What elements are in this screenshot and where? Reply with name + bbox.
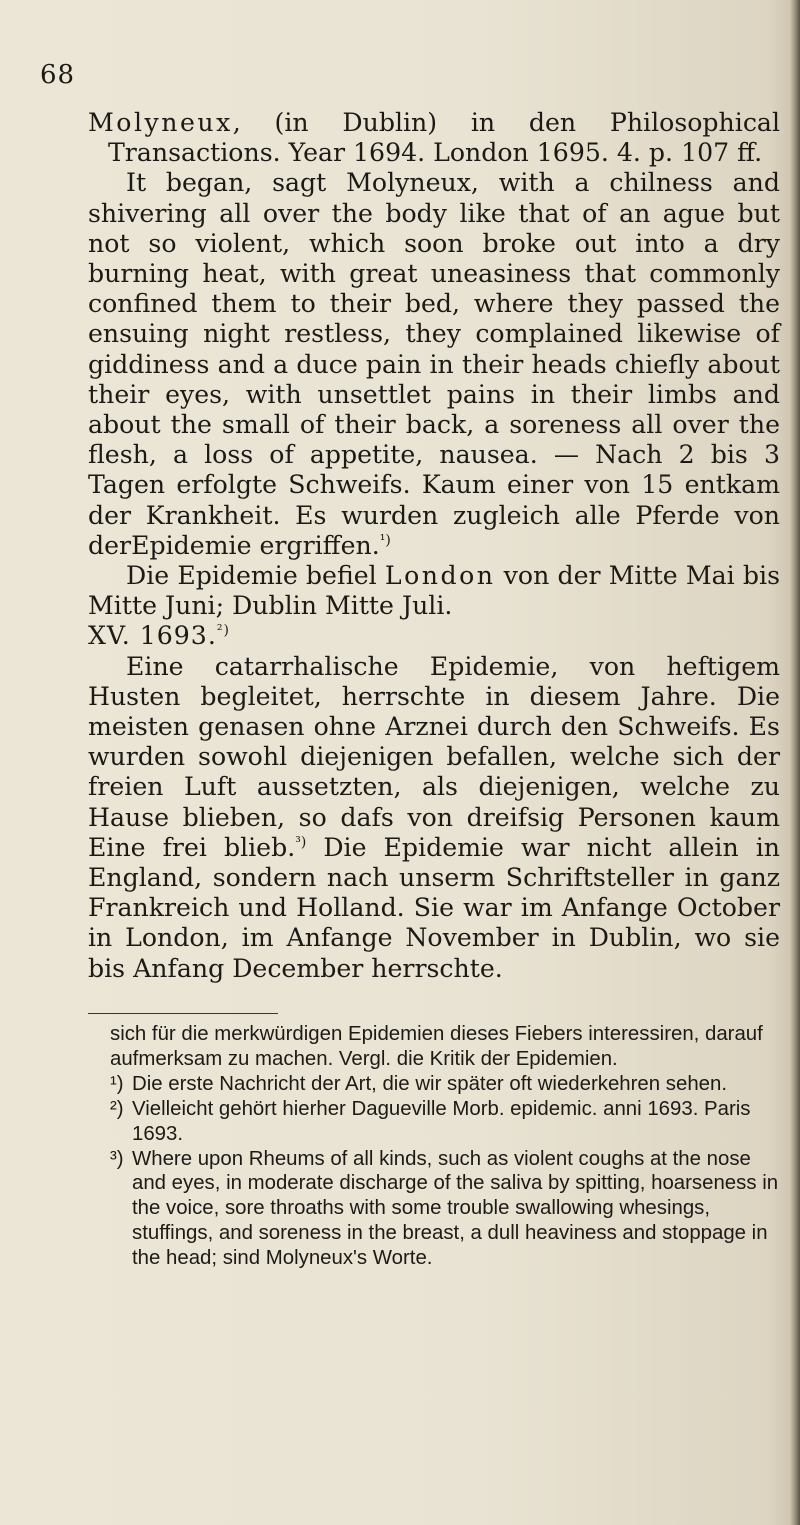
footnote-continuation: sich für die merkwürdigen Epidemien dieses Fiebers interessiren, darauf aufmerksam zu machen. Vergl. die Kritik der Epidemien. (110, 1023, 763, 1070)
footnote-mark: ¹) (110, 1072, 124, 1095)
footnote-2 (110, 1097, 780, 1147)
footnote-mark: ³) (110, 1147, 124, 1170)
page-edge (790, 0, 800, 1525)
catarrhal-text-start: Eine catarrhalische Epidemie, von heftigem Husten begleitet, herrschte in diesem Jahre. Die meisten genasen ohne Arznei durch den Schweifs. Es wurden sowohl diejenigen befallen, welche sich der freien Luft aussetzten, als diejenigen, welche zu Hause blieben, so dafs von dreifsig Personen kaum Eine frei blieb. (88, 651, 780, 862)
footnote-3 (110, 1147, 780, 1272)
ref-rest: , (in Dublin) in den Philosophical Transactions. Year 1694. London 1695. 4. p. 107 ff. (108, 108, 780, 168)
catarrhal-text-end: Die Epidemie war nicht allein in England, sondern nach unserm Schriftsteller in ganz Frankreich und Holland. Sie war im Anfange October in London, im Anfange November in Dublin, wo sie bis Anfang December herrschte. (88, 832, 780, 983)
dates-text-end: von der Mitte Mai bis Mitte Juni; Dublin Mitte Juli. (88, 561, 780, 621)
footnote-text: Die erste Nachricht der Art, die wir später oft wiederkehren sehen. (132, 1072, 728, 1095)
footnote-separator (88, 1013, 278, 1014)
main-text (88, 108, 780, 984)
ref-author: Molyneux (88, 108, 233, 137)
footnote-text: Where upon Rheums of all kinds, such as violent coughs at the nose and eyes, in moderate discharge of the saliva by spitting, hoarseness in the voice, sore throaths with some trouble swallowing whesings, stuffings, and soreness in the breast, a dull heaviness and stoppage in the head; sind Molyneux's Worte. (132, 1147, 779, 1270)
footnote-ref-2: ²) (216, 623, 230, 640)
source-reference (88, 108, 780, 168)
section-heading (88, 621, 780, 651)
paragraph-catarrhal-epidemic (88, 652, 780, 984)
footnote-mark: ²) (110, 1097, 124, 1120)
dates-text-start: Die Epidemie befiel (126, 561, 385, 591)
heading-text: XV. 1693. (88, 621, 217, 651)
paragraph-quote (88, 168, 780, 561)
footnote-text: Vielleicht gehört hierher Dagueville Morb. epidemic. anni 1693. Paris 1693. (132, 1097, 751, 1145)
quote-text: It began, sagt Molyneux, with a chilness and shivering all over the body like that of an ague but not so violent, which soon broke out into a dry burning heat, with great uneasiness that commonly confined them to their bed, where they passed the ensuing night restless, they complained likewise of giddiness and a duce pain in their heads chiefly about their eyes, with unsettlet pains in their limbs and about the small of their back, a soreness all over the flesh, a loss of appetite, nausea. — Nach 2 bis 3 Tagen erfolgte Schweifs. Kaum einer von 15 entkam der Krankheit. Es wurden zugleich alle Pferde von derEpidemie ergriffen. (88, 168, 780, 560)
page-number: 68 (40, 60, 76, 90)
footnote-ref-3: ³) (295, 834, 307, 851)
paragraph-epidemic-dates (88, 561, 780, 621)
city-name: London (384, 561, 496, 591)
footnote-ref-1: ¹) (379, 532, 391, 549)
footnotes (110, 1022, 780, 1271)
footnote-1 (110, 1072, 780, 1097)
